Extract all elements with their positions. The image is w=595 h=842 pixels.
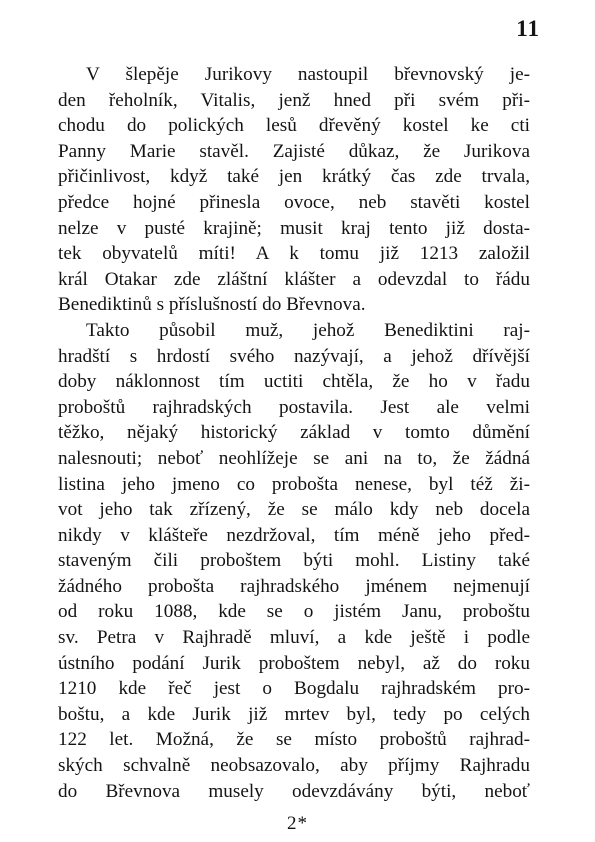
text-line: do Břevnova musely odevzdávány býti, neboť [58, 780, 530, 802]
page-number: 11 [516, 16, 540, 41]
text-line: chodu do polických lesů dřevěný kostel ke cti [58, 115, 530, 137]
text-line: Takto působil muž, jehož Benediktini raj- [86, 319, 530, 341]
text-line: listina jeho jmeno co probošta nenese, byl též ži- [58, 473, 530, 495]
text-line: hradští s hrdostí svého nazývají, a jehož dřívější [58, 345, 530, 367]
text-line: přičinlivost, když také jen krátký čas zde trvala, [58, 166, 530, 188]
text-line: nikdy v klášteře nezdržoval, tím méně jeho před- [58, 524, 530, 546]
text-line: od roku 1088, kde se o jistém Janu, proboštu [58, 601, 530, 623]
text-line: král Otakar zde zláštní klášter a odevzdal to řádu [58, 268, 530, 290]
text-line: ústního podání Jurik proboštem nebyl, až do roku [58, 652, 530, 674]
text-line: V šlepěje Jurikovy nastoupil břevnovský je- [86, 64, 530, 85]
text-line: vot jeho tak zřízený, že se málo kdy neb docela [58, 499, 530, 521]
text-line: 122 let. Možná, že se místo proboštů rajhrad- [58, 729, 530, 751]
text-line: den řeholník, Vitalis, jenž hned při svém při- [58, 89, 530, 111]
text-line: nalesnouti; neboť neohlížeje se ani na to, že žádná [58, 447, 530, 469]
text-line: 1210 kde řeč jest o Bogdalu rajhradském pro- [58, 678, 530, 700]
text-line: staveným čili proboštem býti mohl. Listiny také [58, 550, 530, 572]
text-line: doby náklonnost tím uctiti chtěla, že ho v řadu [58, 371, 530, 393]
text-line: ských schvalně neobsazovalo, aby příjmy Rajhradu [58, 755, 530, 777]
text-line: těžko, nějaký historický základ v tomto důmění [58, 422, 530, 444]
text-line: Benediktinů s příslušností do Břevnova. [58, 294, 366, 316]
text-line: proboštů rajhradských postavila. Jest ale velmi [58, 396, 530, 418]
body-text [58, 62, 530, 804]
text-line: nelze v pusté krajině; musit kraj tento již dosta- [58, 217, 530, 239]
text-line: sv. Petra v Rajhradě mluví, a kde ještě i podle [58, 627, 530, 649]
text-line: žádného probošta rajhradského jménem nejmenují [58, 575, 530, 597]
text-line: Panny Marie stavěl. Zajisté důkaz, že Jurikova [58, 140, 530, 162]
text-line: boštu, a kde Jurik již mrtev byl, tedy po celých [58, 703, 530, 725]
text-line: tek obyvatelů míti! A k tomu již 1213 založil [58, 243, 530, 265]
text-line: předce hojné přinesla ovoce, neb stavěti kostel [58, 191, 530, 213]
signature-mark: 2* [287, 813, 308, 834]
